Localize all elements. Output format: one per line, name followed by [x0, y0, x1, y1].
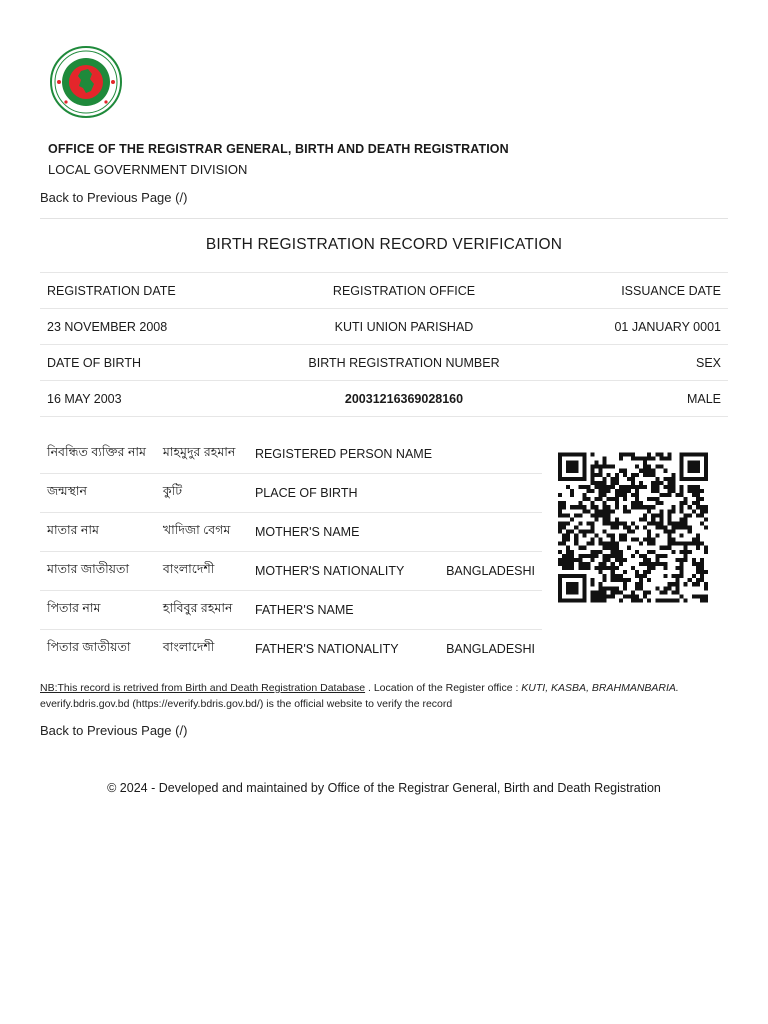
- bn-label: পিতার নাম: [40, 591, 156, 630]
- registration-date-value: 23 NOVEMBER 2008: [40, 309, 274, 345]
- bn-value: মাহমুদুর রহমান: [156, 435, 248, 474]
- qr-finder-pattern: [558, 453, 586, 481]
- en-value: BANGLADESHI: [439, 552, 542, 591]
- bn-label: পিতার জাতীয়তা: [47, 640, 131, 654]
- divider: [40, 218, 728, 219]
- bn-label: মাতার জাতীয়তা: [40, 552, 156, 591]
- en-value: [439, 435, 542, 474]
- qr-code: [558, 450, 708, 605]
- en-label: PLACE OF BIRTH: [248, 474, 439, 513]
- table-row: [40, 309, 728, 345]
- table-row: [40, 345, 728, 381]
- bn-value: বাংলাদেশী: [162, 640, 215, 654]
- bn-label: মাতার নাম: [40, 513, 156, 552]
- date-of-birth-label: DATE OF BIRTH: [40, 345, 274, 381]
- table-row: [40, 435, 542, 474]
- qr-finder-pattern: [680, 453, 708, 481]
- org-subtitle: LOCAL GOVERNMENT DIVISION: [48, 162, 248, 177]
- registration-date-label: REGISTRATION DATE: [40, 273, 274, 309]
- table-row: [40, 591, 542, 630]
- bn-value: বাংলাদেশী: [156, 552, 248, 591]
- en-label: FATHER'S NAME: [248, 591, 439, 630]
- org-title: OFFICE OF THE REGISTRAR GENERAL, BIRTH AND DEATH REGISTRATION: [48, 142, 509, 156]
- en-label: MOTHER'S NAME: [248, 513, 439, 552]
- verification-note: [40, 680, 728, 712]
- bn-label: নিবন্ধিত ব্যক্তির নাম: [40, 435, 156, 474]
- birth-registration-number-value: 20031216369028160: [274, 381, 534, 417]
- en-label: MOTHER'S NATIONALITY: [248, 552, 439, 591]
- table-row: [40, 381, 728, 417]
- page-title: BIRTH REGISTRATION RECORD VERIFICATION: [205, 236, 563, 253]
- table-row: [40, 513, 542, 552]
- register-office-location: KUTI, KASBA, BRAHMANBARIA.: [521, 682, 679, 694]
- bn-label: জন্মস্থান: [40, 474, 156, 513]
- en-value: [439, 513, 542, 552]
- registration-office-label: REGISTRATION OFFICE: [274, 273, 534, 309]
- database-note: NB:This record is retrived from Birth and Death Registration Database: [40, 682, 366, 694]
- table-row: [40, 474, 542, 513]
- issuance-date-value: 01 JANUARY 0001: [534, 309, 728, 345]
- person-details-table: [40, 435, 542, 668]
- en-value: [439, 474, 542, 513]
- record-summary-table: [40, 272, 728, 417]
- footer-copyright: © 2024 - Developed and maintained by Office of the Registrar General, Birth and Death Registration: [107, 781, 661, 795]
- qr-finder-pattern: [558, 574, 586, 602]
- en-value: [439, 591, 542, 630]
- en-value: BANGLADESHI: [446, 642, 535, 656]
- bn-value: কুটি: [156, 474, 248, 513]
- en-label: FATHER'S NATIONALITY: [254, 642, 399, 656]
- back-to-previous-link-top[interactable]: Back to Previous Page (/): [40, 190, 188, 205]
- table-row: [40, 552, 542, 591]
- sex-label: SEX: [534, 345, 728, 381]
- bn-value: খাদিজা বেগম: [156, 513, 248, 552]
- issuance-date-label: ISSUANCE DATE: [534, 273, 728, 309]
- government-seal-logo: [50, 46, 122, 118]
- en-label: REGISTERED PERSON NAME: [248, 435, 439, 474]
- official-website-note: everify.bdris.gov.bd (https://everify.bdris.gov.bd/) is the official website to verify the record: [40, 698, 453, 710]
- bn-value: হাবিবুর রহমান: [156, 591, 248, 630]
- registration-office-value: KUTI UNION PARISHAD: [274, 309, 534, 345]
- sex-value: MALE: [534, 381, 728, 417]
- location-prefix: . Location of the Register office :: [365, 682, 522, 694]
- table-row: [40, 273, 728, 309]
- table-row: [40, 630, 542, 669]
- back-to-previous-link-bottom[interactable]: Back to Previous Page (/): [40, 723, 188, 738]
- birth-registration-number-label: BIRTH REGISTRATION NUMBER: [274, 345, 534, 381]
- date-of-birth-value: 16 MAY 2003: [40, 381, 274, 417]
